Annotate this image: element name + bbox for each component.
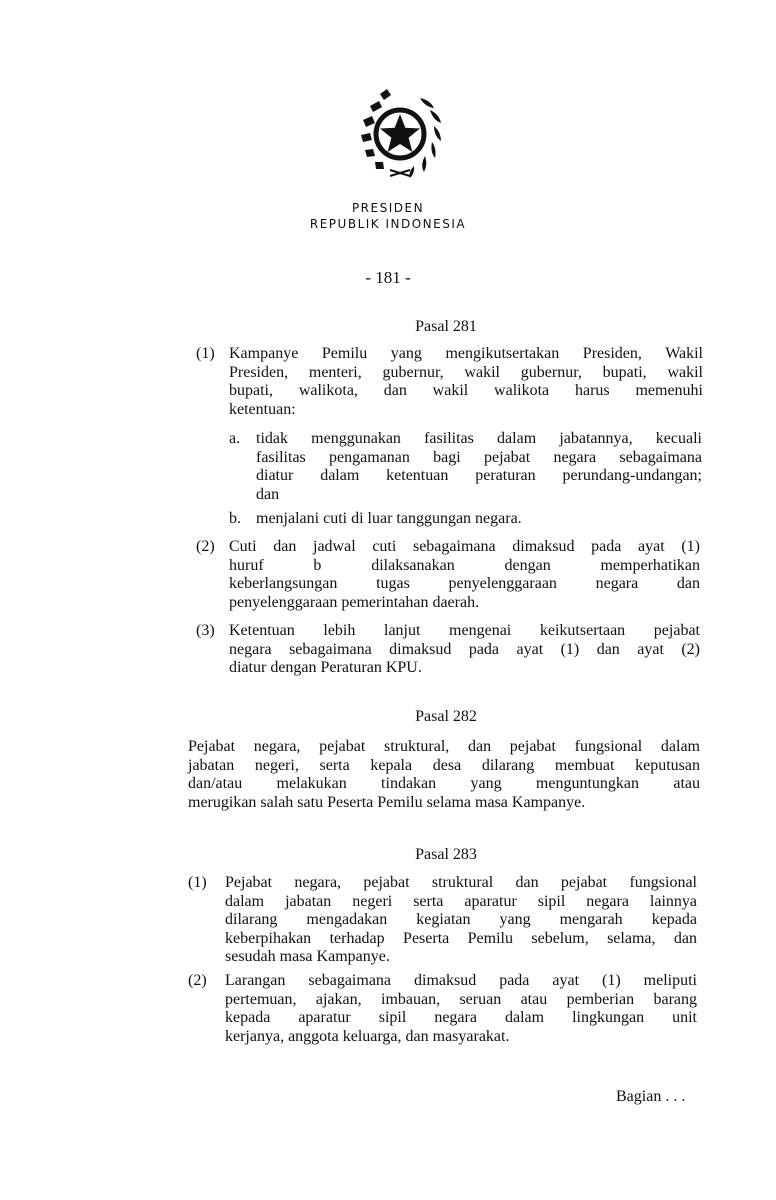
ayat-number: (1) — [196, 345, 215, 362]
text-line: keberpihakan terhadap Peserta Pemilu sebelum, selama, dan — [225, 929, 697, 947]
text-line: Cuti dan jadwal cuti sebagaimana dimaksud pada ayat (1) — [229, 538, 700, 555]
text-line: kepada aparatur sipil negara dalam lingkungan unit — [225, 1009, 697, 1026]
item-letter: b. — [229, 510, 241, 527]
state-emblem-icon — [350, 80, 450, 180]
ayat-number: (1) — [188, 874, 207, 891]
text-line: dan — [256, 485, 280, 503]
pasal-281-ayat-3 — [229, 622, 700, 678]
pasal-283-ayat-1 — [225, 874, 697, 967]
text-line: Kampanye Pemilu yang mengikutsertakan Presiden, Wakil — [229, 345, 703, 362]
text-line: diatur dengan Peraturan KPU. — [229, 659, 422, 676]
text-line: diatur dalam ketentuan peraturan perundang-undangan; — [256, 467, 702, 484]
text-line: tidak menggunakan fasilitas dalam jabatannya, kecuali — [256, 430, 702, 447]
text-line: negara sebagaimana dimaksud pada ayat (1) dan ayat (2) — [229, 640, 700, 658]
pasal-281-ayat-2 — [229, 538, 700, 612]
text-line: pertemuan, ajakan, imbauan, seruan atau pemberian barang — [225, 990, 697, 1008]
text-line: ketentuan: — [229, 400, 296, 418]
text-line: menjalani cuti di luar tanggungan negara. — [256, 510, 522, 527]
page-number: - 181 - — [365, 268, 411, 287]
text-line: bupati, walikota, dan wakil walikota harus memenuhi — [229, 382, 703, 399]
text-line: dilarang mengadakan kegiatan yang mengarah kepada — [225, 911, 697, 928]
text-line: keberlangsungan tugas penyelenggaraan negara dan — [229, 575, 700, 592]
text-line: Larangan sebagaimana dimaksud pada ayat (1) meliputi — [225, 972, 697, 989]
pasal-281-ayat-1 — [229, 345, 703, 419]
text-line: dalam jabatan negeri serta aparatur sipil negara lainnya — [225, 892, 697, 910]
pasal-281-title: Pasal 281 — [415, 318, 477, 335]
item-letter: a. — [229, 430, 241, 447]
text-line: dan/atau melakukan tindakan yang menguntungkan atau — [188, 775, 700, 792]
pasal-282-title: Pasal 282 — [415, 708, 477, 725]
text-line: sesudah masa Kampanye. — [225, 948, 390, 965]
text-line: kerjanya, anggota keluarga, dan masyarakat. — [225, 1027, 510, 1045]
text-line: jabatan negeri, serta kepala desa dilarang membuat keputusan — [188, 756, 700, 774]
text-line: Presiden, menteri, gubernur, wakil gubernur, bupati, wakil — [229, 363, 703, 381]
pasal-282-body — [188, 738, 700, 812]
text-line: Pejabat negara, pejabat struktural dan pejabat fungsional — [225, 874, 697, 891]
text-line: huruf b dilaksanakan dengan memperhatikan — [229, 556, 700, 574]
pasal-283-title: Pasal 283 — [415, 846, 477, 863]
header-republic: REPUBLIK INDONESIA — [309, 217, 467, 231]
text-line: Pejabat negara, pejabat struktural, dan pejabat fungsional dalam — [188, 738, 700, 755]
header-president: PRESIDEN — [351, 201, 425, 215]
ayat-number: (2) — [196, 538, 215, 555]
ayat-number: (3) — [196, 622, 215, 639]
text-line: merugikan salah satu Peserta Pemilu selama masa Kampanye. — [188, 793, 586, 811]
text-line: penyelenggaraan pemerintahan daerah. — [229, 593, 480, 611]
ayat-number: (2) — [188, 972, 207, 989]
catchword: Bagian . . . — [616, 1088, 686, 1105]
text-line: Ketentuan lebih lanjut mengenai keikutsertaan pejabat — [229, 622, 700, 639]
pasal-281-item-b — [256, 510, 702, 529]
text-line: fasilitas pengamanan bagi pejabat negara sebagaimana — [256, 448, 702, 466]
pasal-281-item-a — [256, 430, 702, 504]
pasal-283-ayat-2 — [225, 972, 697, 1046]
